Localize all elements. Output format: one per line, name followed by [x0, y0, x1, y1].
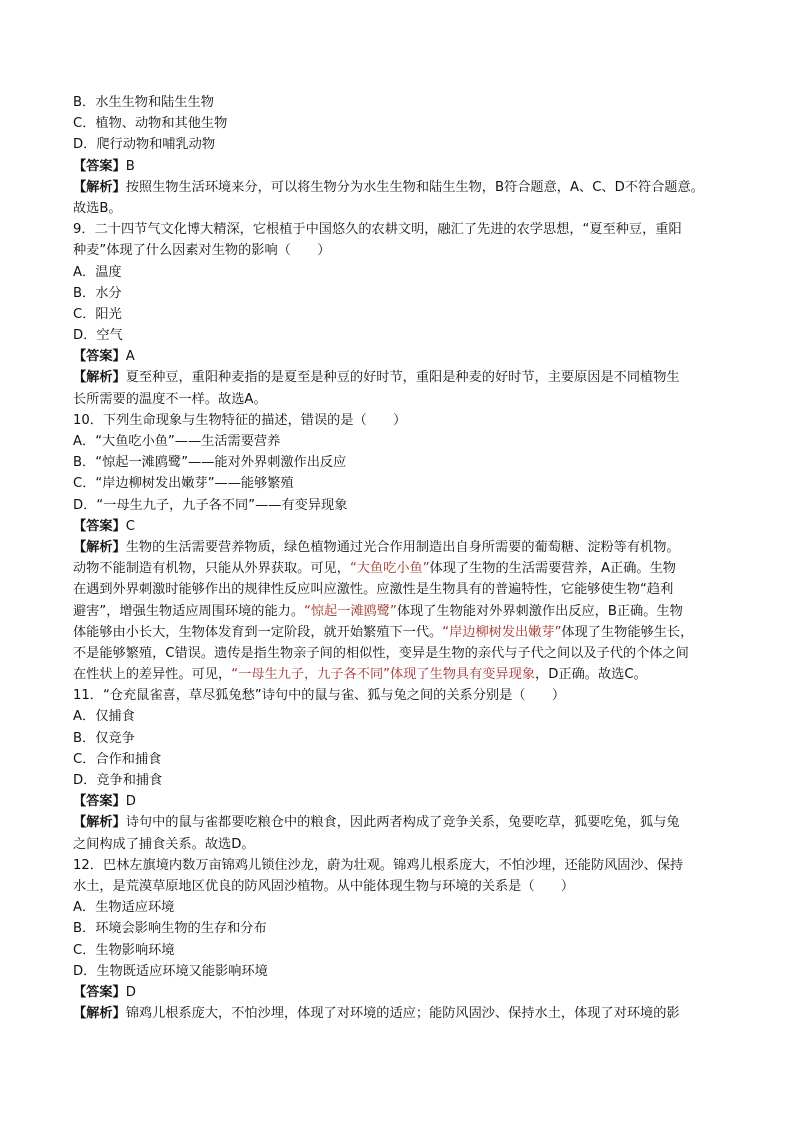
section-tag: 【答案】 — [73, 794, 126, 810]
text-segment: 体现了生物能够生长， — [561, 624, 694, 640]
highlighted-quote: “惊起一滩鸥鹭” — [304, 603, 397, 619]
text-segment: D．竞争和捕食 — [73, 773, 163, 788]
text-segment: 诗句中的鼠与雀都要吃粮仓中的粮食，因此两者构成了竞争关系，兔要吃草，狐要吃兔，狐与兔 — [125, 815, 680, 831]
text-segment: 避害”，增强生物适应周围环境的能力。 — [73, 603, 305, 619]
text-segment: B．水分 — [73, 285, 122, 301]
text-line — [73, 283, 725, 304]
text-segment: C．合作和捕食 — [73, 751, 162, 767]
text-segment: B．“惊起一滩鸥鹭”——能对外界刺激作出反应 — [73, 455, 347, 471]
text-segment: 种麦”体现了什么因素对生物的影响（ ） — [73, 243, 331, 259]
text-segment: C．阳光 — [73, 306, 122, 322]
text-line — [73, 918, 725, 939]
text-segment: A．“大鱼吃小鱼”——生活需要营养 — [73, 434, 281, 449]
highlighted-quote: “一母生九子，九子各不同”体现了生物具有变异现象 — [231, 667, 536, 683]
text-segment: 不是能够繁殖，C错误。遗传是指生物亲子间的相似性，变异是生物的亲代与子代之间以及子代的个体之间 — [73, 645, 689, 661]
text-segment: D．爬行动物和哺乳动物 — [73, 137, 216, 153]
text-line — [73, 262, 725, 283]
section-tag: 【解析】 — [73, 539, 126, 555]
text-segment: 按照生物生活环境来分，可以将生物分为水生生物和陆生生物，B符合题意，A、C、D不符合题意。 — [125, 179, 704, 195]
text-line — [73, 982, 725, 1003]
text-line — [73, 240, 725, 261]
text-line — [73, 304, 725, 325]
text-line — [73, 940, 725, 961]
text-line — [73, 452, 725, 473]
text-segment: B — [125, 158, 135, 174]
text-line — [73, 770, 725, 791]
text-segment: C．“岸边柳树发出嫩芽”——能够繁殖 — [73, 476, 294, 492]
text-line — [73, 367, 725, 388]
text-segment: 水土，是荒漠草原地区优良的防风固沙植物。从中能体现生物与环境的关系是（ ） — [73, 878, 575, 894]
text-segment: C．植物、动物和其他生物 — [73, 116, 228, 132]
text-line — [73, 558, 725, 579]
text-segment: D．生物既适应环境又能影响环境 — [73, 963, 268, 979]
text-line — [73, 664, 725, 685]
text-line — [73, 495, 725, 516]
text-segment: 长所需要的温度不一样。故选A。 — [73, 391, 267, 407]
text-segment: 10．下列生命现象与生物特征的描述，错误的是（ ） — [73, 412, 407, 428]
text-line — [73, 706, 725, 727]
text-segment: A．温度 — [73, 264, 122, 280]
text-segment: A．仅捕食 — [73, 709, 135, 725]
text-segment: A — [125, 349, 135, 365]
text-line — [73, 198, 725, 219]
section-tag: 【答案】 — [73, 984, 126, 1000]
text-segment: B．仅竞争 — [73, 730, 135, 746]
text-line — [73, 156, 725, 177]
text-segment: C — [125, 518, 135, 534]
text-segment: 9．二十四节气文化博大精深，它根植于中国悠久的农耕文明，融汇了先进的农学思想，“夏至种豆，重阳 — [73, 222, 682, 238]
section-tag: 【解析】 — [73, 179, 126, 195]
text-segment: D．空气 — [73, 328, 123, 344]
section-tag: 【解析】 — [73, 1006, 126, 1022]
section-tag: 【答案】 — [73, 518, 126, 534]
text-line — [73, 177, 725, 198]
document-page — [73, 92, 725, 1024]
text-line — [73, 897, 725, 918]
text-segment: A．生物适应环境 — [73, 900, 175, 916]
text-line — [73, 791, 725, 812]
text-segment: 夏至种豆，重阳种麦指的是夏至是种豆的好时节，重阳是种麦的好时节，主要原因是不同植物生 — [125, 370, 680, 386]
text-line — [73, 579, 725, 600]
text-line — [73, 728, 725, 749]
text-segment: 锦鸡儿根系庞大，不怕沙埋，体现了对环境的适应；能防风固沙、保持水土，体现了对环境的影 — [125, 1006, 680, 1022]
text-segment: D — [125, 984, 136, 1000]
text-segment: 在性状上的差异性。可见， — [73, 667, 232, 683]
text-line — [73, 134, 725, 155]
text-line — [73, 473, 725, 494]
text-line — [73, 325, 725, 346]
text-segment: 生物的生活需要营养物质，绿色植物通过光合作用制造出自身所需要的葡萄糖、淀粉等有机物。 — [125, 539, 680, 555]
text-line — [73, 643, 725, 664]
text-segment: B．环境会影响生物的生存和分布 — [73, 921, 267, 937]
text-line — [73, 749, 725, 770]
section-tag: 【答案】 — [73, 158, 126, 174]
text-segment: 体现了生物能对外界刺激作出反应，B正确。生物 — [396, 603, 683, 619]
text-line — [73, 537, 725, 558]
text-line — [73, 113, 725, 134]
text-line — [73, 876, 725, 897]
text-segment: B．水生生物和陆生生物 — [73, 95, 214, 110]
text-line — [73, 346, 725, 367]
text-line — [73, 812, 725, 833]
text-line — [73, 410, 725, 431]
section-tag: 【解析】 — [73, 815, 126, 831]
text-segment: ，D正确。故选C。 — [535, 667, 647, 683]
text-segment: 动物不能制造有机物，只能从外界获取。可见， — [73, 561, 350, 577]
text-line — [73, 92, 725, 113]
text-segment: 11．“仓充鼠雀喜，草尽狐兔愁”诗句中的鼠与雀、狐与兔之间的关系分别是（ ） — [73, 688, 566, 704]
text-line — [73, 834, 725, 855]
text-line — [73, 389, 725, 410]
text-segment: 在遇到外界刺激时能够作出的规律性反应叫应激性。应激性是生物具有的普遍特性，它能够使生物“趋利 — [73, 582, 674, 598]
text-line — [73, 516, 725, 537]
text-segment: D — [125, 794, 136, 810]
section-tag: 【解析】 — [73, 370, 126, 386]
text-line — [73, 685, 725, 706]
text-segment: 12．巴林左旗境内数万亩锦鸡儿锁住沙龙，蔚为壮观。锦鸡儿根系庞大，不怕沙埋，还能防风固沙、保持 — [73, 857, 684, 873]
text-segment: 之间构成了捕食关系。故选D。 — [73, 836, 255, 852]
text-line — [73, 431, 725, 452]
text-line — [73, 1003, 725, 1024]
text-segment: C．生物影响环境 — [73, 942, 175, 958]
text-line — [73, 601, 725, 622]
text-segment: D．“一母生九子，九子各不同”——有变异现象 — [73, 497, 348, 513]
text-segment: 故选B。 — [73, 200, 122, 216]
text-segment: 体能够由小长大，生物体发育到一定阶段，就开始繁殖下一代。 — [73, 624, 443, 640]
text-line — [73, 855, 725, 876]
text-segment: 体现了生物的生活需要营养，A正确。生物 — [429, 561, 676, 577]
text-line — [73, 622, 725, 643]
text-line — [73, 219, 725, 240]
highlighted-quote: “大鱼吃小鱼” — [349, 561, 430, 577]
section-tag: 【答案】 — [73, 349, 126, 365]
highlighted-quote: “岸边柳树发出嫩芽” — [442, 624, 562, 640]
text-line — [73, 961, 725, 982]
